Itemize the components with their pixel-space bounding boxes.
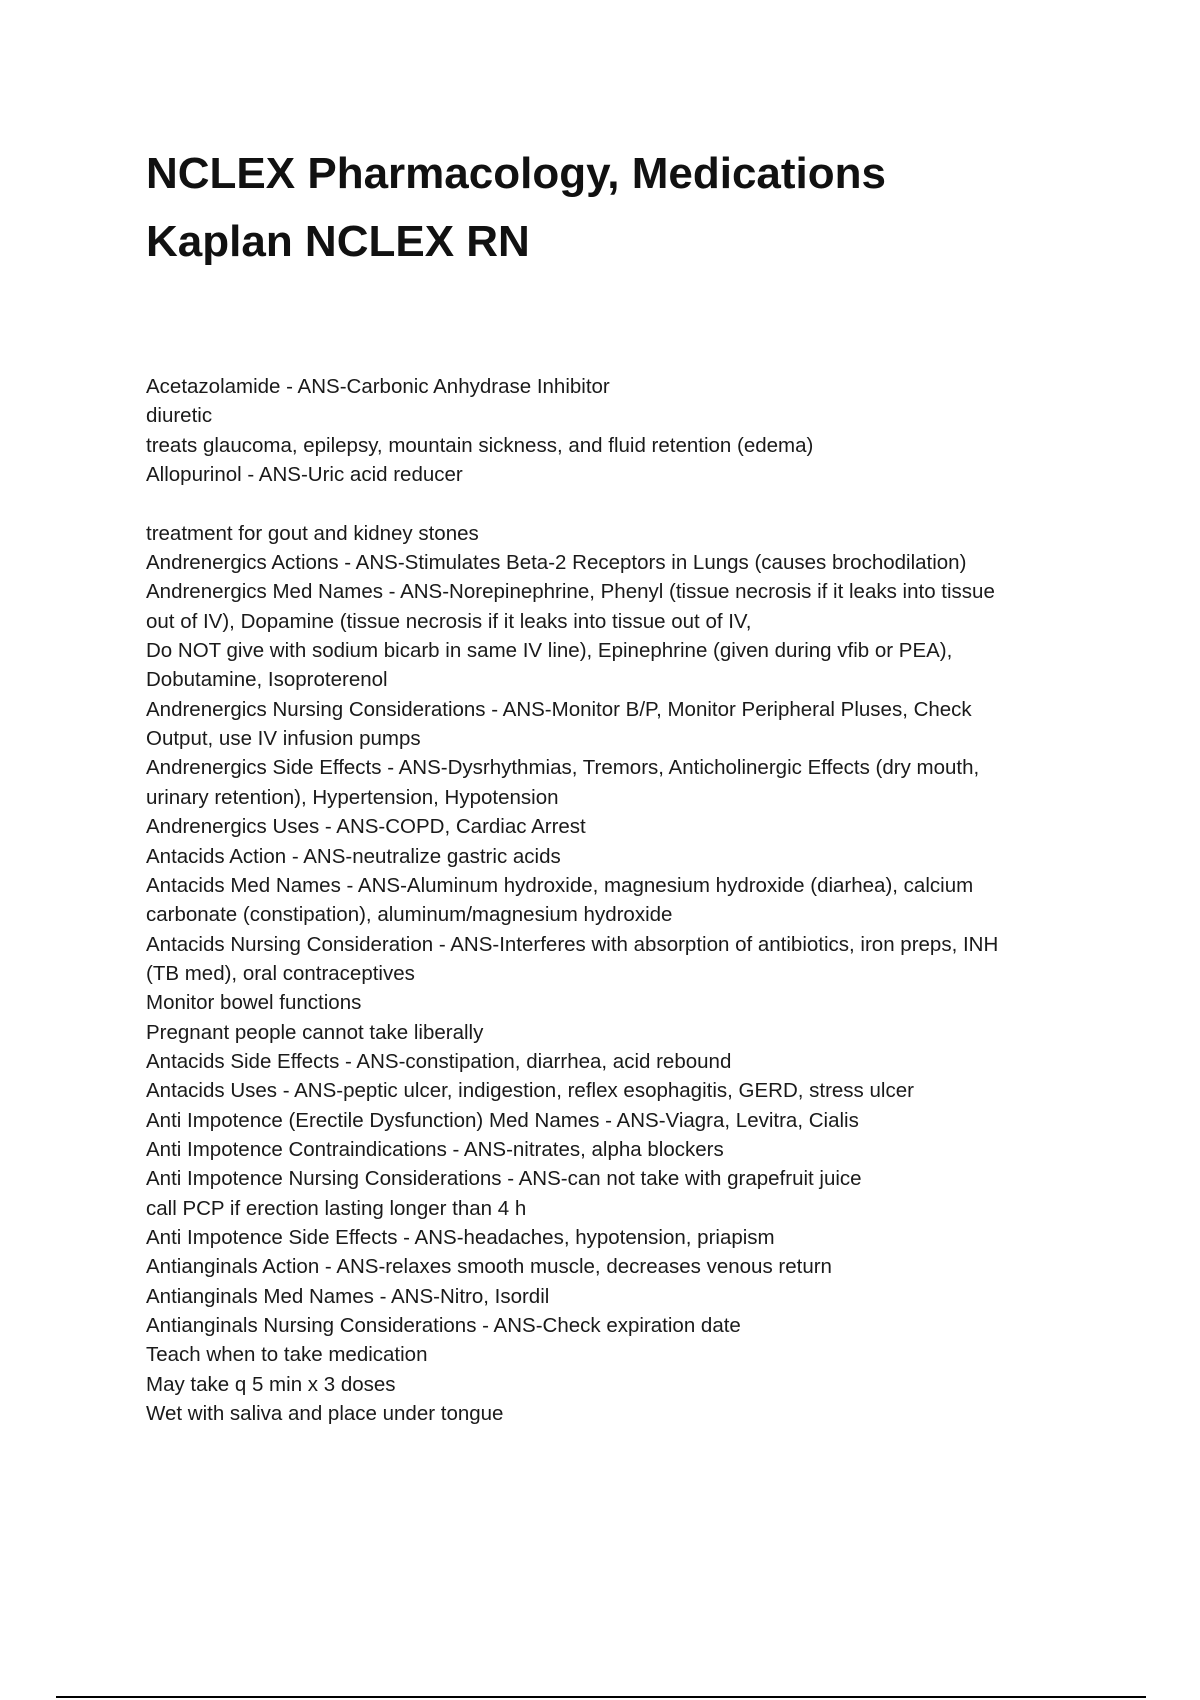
body-line: diuretic	[146, 404, 213, 428]
body-line: Andrenergics Med Names - ANS-Norepinephrine, Phenyl (tissue necrosis if it leaks into tissue	[146, 580, 995, 604]
body-line: Antacids Side Effects - ANS-constipation, diarrhea, acid rebound	[146, 1049, 732, 1073]
body-line: Andrenergics Nursing Considerations - ANS-Monitor B/P, Monitor Peripheral Pluses, Check	[146, 697, 972, 721]
document-title	[146, 140, 1106, 276]
body-line: call PCP if erection lasting longer than 4 h	[146, 1196, 527, 1220]
body-line-blank	[146, 489, 1086, 518]
body-line: Antianginals Med Names - ANS-Nitro, Isordil	[146, 1284, 550, 1308]
body-line: Antianginals Nursing Considerations - ANS-Check expiration date	[146, 1314, 741, 1337]
body-line: Anti Impotence Contraindications - ANS-nitrates, alpha blockers	[146, 1137, 724, 1161]
body-line: treats glaucoma, epilepsy, mountain sickness, and fluid retention (edema)	[146, 433, 814, 457]
document-body	[146, 372, 1086, 1428]
body-line: May take q 5 min x 3 doses	[146, 1372, 396, 1396]
body-line: Allopurinol - ANS-Uric acid reducer	[146, 463, 463, 487]
body-line: Antacids Uses - ANS-peptic ulcer, indigestion, reflex esophagitis, GERD, stress ulcer	[146, 1079, 914, 1103]
body-line: Wet with saliva and place under tongue	[146, 1402, 504, 1426]
body-line: carbonate (constipation), aluminum/magnesium hydroxide	[146, 903, 673, 927]
body-line: Anti Impotence Side Effects - ANS-headaches, hypotension, priapism	[146, 1225, 775, 1249]
body-line: Andrenergics Actions - ANS-Stimulates Beta-2 Receptors in Lungs (causes brochodilation)	[146, 551, 967, 575]
body-line: Andrenergics Uses - ANS-COPD, Cardiac Arrest	[146, 815, 586, 839]
document-title-line: Kaplan NCLEX RN	[146, 217, 530, 266]
body-line: Monitor bowel functions	[146, 991, 362, 1015]
body-line: urinary retention), Hypertension, Hypotension	[146, 785, 559, 809]
body-line: Acetazolamide - ANS-Carbonic Anhydrase Inhibitor	[146, 375, 610, 398]
body-line: (TB med), oral contraceptives	[146, 961, 415, 985]
body-line: Antacids Med Names - ANS-Aluminum hydroxide, magnesium hydroxide (diarhea), calcium	[146, 873, 974, 897]
page-bottom-rule	[56, 1696, 1146, 1698]
body-line: out of IV), Dopamine (tissue necrosis if it leaks into tissue out of IV,	[146, 609, 752, 633]
body-line: Teach when to take medication	[146, 1343, 428, 1367]
body-line: Andrenergics Side Effects - ANS-Dysrhythmias, Tremors, Anticholinergic Effects (dry mouth,	[146, 756, 980, 780]
body-line: Anti Impotence Nursing Considerations - ANS-can not take with grapefruit juice	[146, 1167, 862, 1191]
body-line: Output, use IV infusion pumps	[146, 727, 421, 751]
body-line: treatment for gout and kidney stones	[146, 521, 479, 545]
body-line: Dobutamine, Isoproterenol	[146, 668, 388, 692]
body-line: Anti Impotence (Erectile Dysfunction) Med Names - ANS-Viagra, Levitra, Cialis	[146, 1108, 859, 1132]
body-line: Do NOT give with sodium bicarb in same IV line), Epinephrine (given during vfib or PEA),	[146, 639, 953, 663]
body-line: Antacids Nursing Consideration - ANS-Interferes with absorption of antibiotics, iron preps, INH	[146, 932, 999, 956]
body-line: Pregnant people cannot take liberally	[146, 1020, 484, 1044]
body-line: Antianginals Action - ANS-relaxes smooth muscle, decreases venous return	[146, 1255, 832, 1279]
document-title-line: NCLEX Pharmacology, Medications	[146, 149, 887, 198]
body-line: Antacids Action - ANS-neutralize gastric acids	[146, 844, 561, 868]
